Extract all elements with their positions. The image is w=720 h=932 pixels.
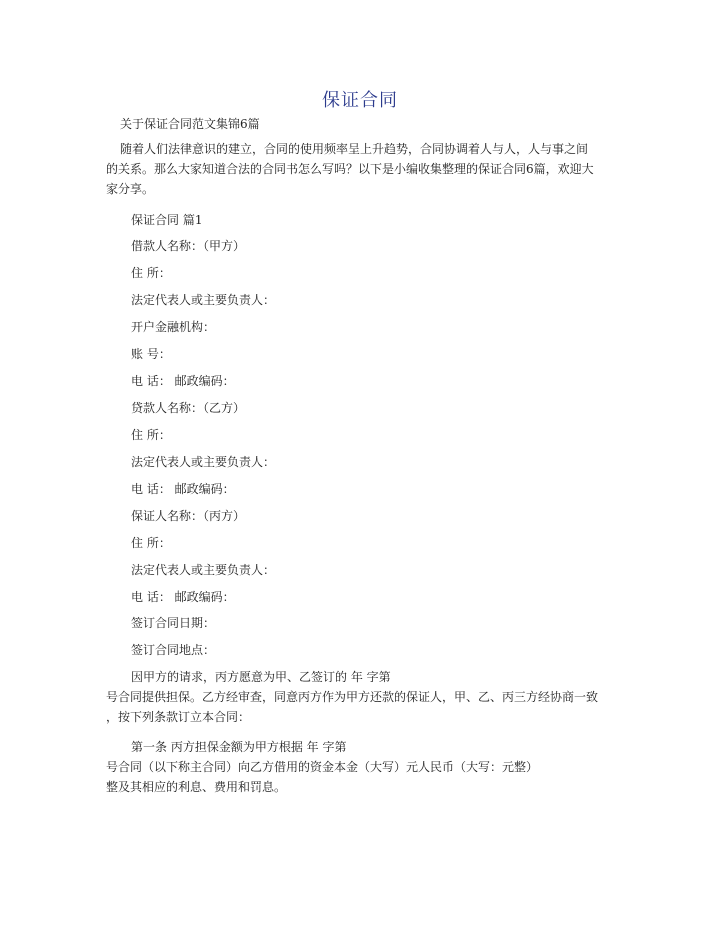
field-lender-name: 贷款人名称：（乙方） — [131, 401, 246, 415]
field-borrower-address: 住 所： — [131, 266, 171, 280]
field-borrower-representative: 法定代表人或主要负责人： — [131, 293, 276, 307]
field-guarantor-representative: 法定代表人或主要负责人： — [131, 563, 276, 577]
field-borrower-account: 账 号： — [131, 347, 171, 361]
field-lender-address: 住 所： — [131, 428, 171, 442]
intro-line-2: 的关系。那么大家知道合法的合同书怎么写吗？以下是小编收集整理的保证合同6篇，欢迎大 — [106, 162, 594, 176]
intro-line-3: 家分享。 — [106, 182, 155, 196]
field-signing-date: 签订合同日期： — [131, 616, 216, 630]
intro-line-1: 随着人们法律意识的建立，合同的使用频率呈上升趋势，合同协调着人与人，人与事之间 — [120, 142, 589, 156]
article-1-line-1: 第一条 丙方担保金额为甲方根据 年 字第 — [131, 740, 347, 754]
field-signing-place: 签订合同地点： — [131, 643, 216, 657]
field-borrower-name: 借款人名称：（甲方） — [131, 239, 246, 253]
field-guarantor-name: 保证人名称：（丙方） — [131, 509, 246, 523]
field-guarantor-phone: 电 话： 邮政编码： — [131, 590, 235, 604]
section-heading: 保证合同 篇1 — [131, 213, 203, 227]
field-guarantor-address: 住 所： — [131, 536, 171, 550]
article-1-line-3: 整及其相应的利息、费用和罚息。 — [106, 780, 287, 794]
field-lender-phone: 电 话： 邮政编码： — [131, 482, 235, 496]
document-title: 保证合同 — [322, 90, 398, 111]
paragraph-1-line-3: ，按下列条款订立本合同： — [106, 710, 251, 724]
document-subtitle: 关于保证合同范文集锦6篇 — [120, 117, 260, 131]
paragraph-1-line-2: 号合同提供担保。乙方经审查，同意丙方作为甲方还款的保证人，甲、乙、丙三方经协商一致 — [106, 690, 599, 704]
field-borrower-bank: 开户金融机构： — [131, 320, 216, 334]
paragraph-1-line-1: 因甲方的请求，丙方愿意为甲、乙签订的 年 字第 — [131, 670, 391, 684]
field-borrower-phone: 电 话： 邮政编码： — [131, 374, 235, 388]
field-lender-representative: 法定代表人或主要负责人： — [131, 455, 276, 469]
article-1-line-2: 号合同（以下称主合同）向乙方借用的资金本金（大写）元人民币（大写：元整） — [106, 760, 539, 774]
